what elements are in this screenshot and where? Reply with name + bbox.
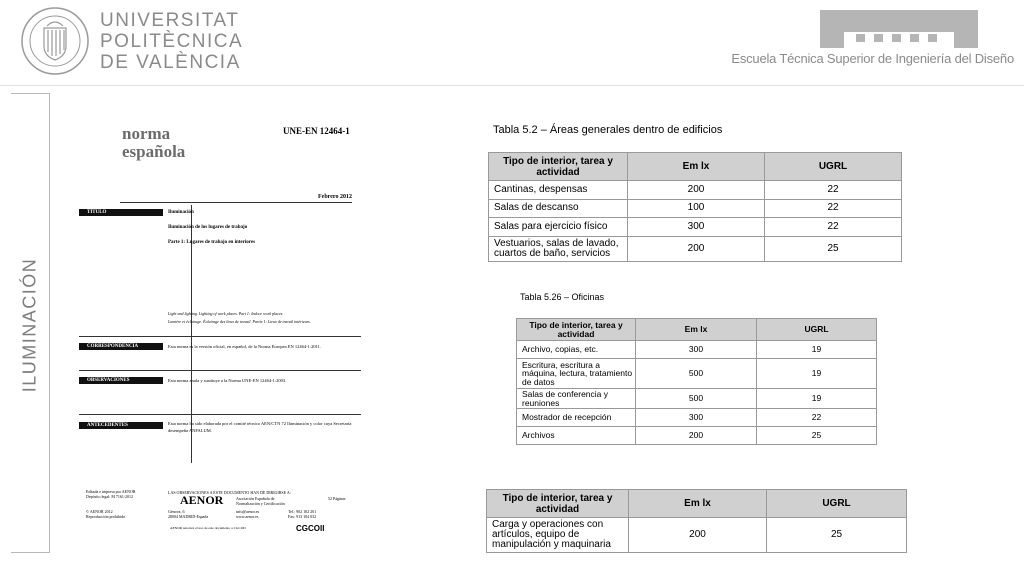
table-cell: 300 xyxy=(628,218,765,237)
table3 xyxy=(486,489,907,553)
table-cell: Archivo, copias, etc. xyxy=(517,341,636,359)
divider xyxy=(120,202,352,203)
footer-publisher xyxy=(86,489,136,499)
tel-line: Tel.: 902 102 201 xyxy=(288,509,317,514)
norma-line-1: norma xyxy=(122,124,171,143)
table-cell: 500 xyxy=(636,389,757,409)
table2 xyxy=(516,318,877,445)
correspondencia-text: Esta norma es la versión oficial, en español, de la Norma Europea EN 12464-1:2011. xyxy=(168,344,322,349)
norma-code: UNE-EN 12464-1 xyxy=(283,126,350,136)
table1-caption: Tabla 5.2 – Áreas generales dentro de edificios xyxy=(493,124,723,136)
footer-observations: LAS OBSERVACIONES A ESTE DOCUMENTO HAN DE DIRIGIRSE A: xyxy=(168,490,291,495)
address-line-1: Génova, 6 xyxy=(168,509,185,514)
cgcoii-logo-text: CGCOII xyxy=(296,524,325,533)
divider xyxy=(79,336,361,337)
table-cell: 25 xyxy=(767,518,907,553)
table-row xyxy=(517,389,877,409)
side-label: ILUMINACIÓN xyxy=(19,257,40,393)
fax-line: Fax: 913 104 032 xyxy=(288,514,317,519)
table-row xyxy=(517,359,877,389)
table1 xyxy=(488,152,902,262)
table-cell: Salas para ejercicio físico xyxy=(489,218,628,237)
table-row xyxy=(517,409,877,427)
table2-caption: Tabla 5.26 – Oficinas xyxy=(520,292,605,302)
page-count: 52 Páginas xyxy=(328,496,346,501)
table-cell: Mostrador de recepción xyxy=(517,409,636,427)
table-cell: 19 xyxy=(757,389,877,409)
title-line-2: Iluminación de los lugares de trabajo xyxy=(168,225,248,230)
address-line-2: 28004 MADRID-España xyxy=(168,514,209,519)
observaciones-text: Esta norma anula y sustituye a la Norma UNE-EN 12464-1:2003. xyxy=(168,378,287,383)
table-cell: 300 xyxy=(636,409,757,427)
column-header: Tipo de interior, tarea y actividad xyxy=(489,153,628,181)
table-cell: 19 xyxy=(757,341,877,359)
table-cell: 22 xyxy=(765,218,902,237)
upv-line-2: POLITÈCNICA xyxy=(100,31,244,52)
table-row xyxy=(487,518,907,553)
antecedentes-text: Esta norma ha sido elaborada por el comité técnico AEN/CTN 72 Iluminación y color cuya Secretaría desempeña ANFALUM. xyxy=(168,421,352,433)
footer-contact xyxy=(236,509,259,519)
column-header: UGRL xyxy=(767,490,907,518)
column-header: UGRL xyxy=(765,153,902,181)
norma-date: Febrero 2012 xyxy=(318,194,352,200)
divider xyxy=(79,414,361,415)
table-cell: Escritura, escritura a máquina, lectura, tratamiento de datos xyxy=(517,359,636,389)
norma-line-2: española xyxy=(122,142,186,161)
table-cell: 200 xyxy=(628,181,765,200)
french-title: Lumière et éclairage. Éclairage des lieux de travail. Partie 1: Lieux de travail intérieurs. xyxy=(168,319,311,324)
upv-line-1: UNIVERSITAT xyxy=(100,10,240,31)
table-header-row xyxy=(517,319,877,341)
table-row xyxy=(489,181,902,200)
email-line: info@aenor.es xyxy=(236,509,260,514)
table-cell: Salas de descanso xyxy=(489,199,628,218)
table-row xyxy=(489,236,902,261)
norma-document xyxy=(70,100,370,550)
table-row xyxy=(489,218,902,237)
etsid-logo xyxy=(820,10,978,48)
authorization-note: AENOR autoriza el uso de este documento a CGCOII xyxy=(170,526,246,530)
upv-name xyxy=(100,10,243,73)
observaciones-label: OBSERVACIONES xyxy=(79,377,163,384)
reproduction-line: Reproducción prohibida xyxy=(86,514,125,519)
column-header: Tipo de interior, tarea y actividad xyxy=(487,490,629,518)
norma-heading xyxy=(122,125,185,161)
table-header-row xyxy=(487,490,907,518)
table-header-row xyxy=(489,153,902,181)
footer-address xyxy=(168,509,208,519)
column-header: Em lx xyxy=(636,319,757,341)
table-cell: Archivos xyxy=(517,427,636,445)
web-line: www.aenor.es xyxy=(236,514,259,519)
column-header: Em lx xyxy=(628,153,765,181)
table-cell: 500 xyxy=(636,359,757,389)
column-header: Em lx xyxy=(629,490,767,518)
table-cell: Carga y operaciones con artículos, equipo de manipulación y maquinaria xyxy=(487,518,629,553)
school-name: Escuela Técnica Superior de Ingeniería del Diseño xyxy=(731,51,1014,66)
table-cell: Salas de conferencia y reuniones xyxy=(517,389,636,409)
divider xyxy=(79,370,361,371)
title-line-1: Iluminación xyxy=(168,210,194,215)
table-cell: 100 xyxy=(628,199,765,218)
table-cell: 22 xyxy=(765,181,902,200)
aenor-logo-text: AENOR xyxy=(180,493,224,507)
upv-seal-logo xyxy=(20,6,90,76)
table-cell: 200 xyxy=(636,427,757,445)
column-header: UGRL xyxy=(757,319,877,341)
footer-deposit-line: Depósito legal: M 7161:2012 xyxy=(86,494,133,499)
title-line-3: Parte 1: Lugares de trabajo en interiores xyxy=(168,240,256,245)
table-row xyxy=(517,341,877,359)
table-cell: 19 xyxy=(757,359,877,389)
table-cell: 200 xyxy=(629,518,767,553)
header xyxy=(0,0,1024,86)
correspondencia-label: CORRESPONDENCIA xyxy=(79,343,163,350)
table-cell: 22 xyxy=(765,199,902,218)
footer-publisher-line: Editada e impresa por AENOR xyxy=(86,489,136,494)
table-cell: 22 xyxy=(757,409,877,427)
footer-copyright xyxy=(86,509,125,519)
aenor-full-name: Asociación Española de Normalización y Certificación xyxy=(236,496,285,506)
table-cell: 300 xyxy=(636,341,757,359)
table-cell: 25 xyxy=(765,236,902,261)
copyright-line: © AENOR 2012 xyxy=(86,509,113,514)
upv-line-3: DE VALÈNCIA xyxy=(100,52,241,73)
table-cell: Vestuarios, salas de lavado, cuartos de baño, servicios xyxy=(489,236,628,261)
english-title: Light and lighting. Lighting of work places. Part 1: Indoor work places. xyxy=(168,311,284,316)
table-cell: 25 xyxy=(757,427,877,445)
table-row xyxy=(489,199,902,218)
antecedentes-label: ANTECEDENTES xyxy=(79,422,163,429)
column-header: Tipo de interior, tarea y actividad xyxy=(517,319,636,341)
table-cell: 200 xyxy=(628,236,765,261)
table-row xyxy=(517,427,877,445)
table-cell: Cantinas, despensas xyxy=(489,181,628,200)
footer-phone xyxy=(288,509,316,519)
titulo-label: TÍTULO xyxy=(79,209,163,216)
